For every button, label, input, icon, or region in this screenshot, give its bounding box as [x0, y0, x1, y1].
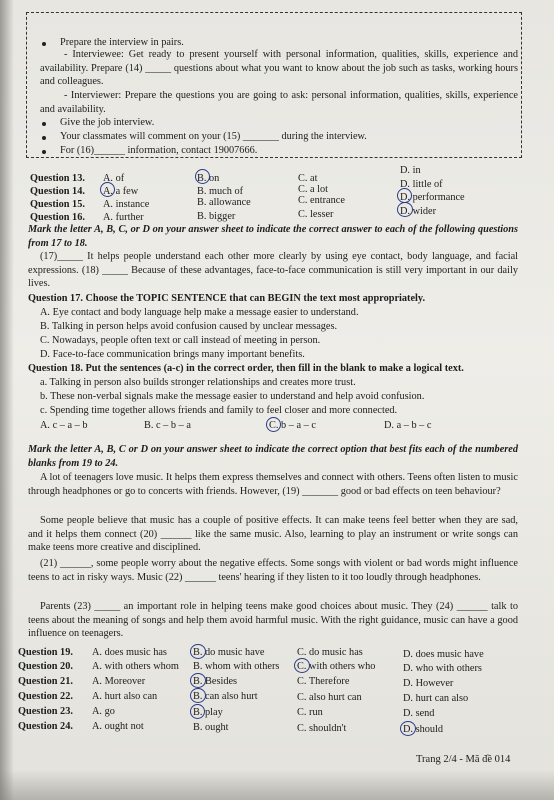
option-b: B. Talking in person helps avoid confusion caused by unclear messages. — [40, 321, 338, 332]
option-a: A. ought not — [92, 721, 144, 732]
option-c: C. do music has — [297, 647, 363, 658]
question-label: Question 23. — [18, 706, 73, 717]
option-c: C. Nowadays, people often text or call instead of meeting in person. — [40, 335, 321, 346]
option-b: B. much of — [197, 186, 244, 197]
question-label: Question 24. — [18, 721, 73, 732]
option-c: C. entrance — [298, 195, 345, 206]
option-b: B. allowance — [197, 197, 251, 208]
answer-mark — [190, 704, 205, 719]
question-label: Question 22. — [18, 691, 73, 702]
passage-text: (17)_____ It helps people understand each other more clearly by using eye contact, body language, and facial expressions. (18) _____ Because of these advantages, face-to-face communication is still very important in our daily lives. — [28, 251, 518, 290]
option-d: D. who with others — [403, 663, 482, 674]
option-c: C. b – a – c — [269, 420, 316, 431]
answer-mark — [266, 417, 281, 432]
bullet-icon — [42, 150, 46, 154]
answer-mark — [294, 658, 310, 673]
option-a: A. of — [103, 173, 125, 184]
option-c: C. with others who — [297, 661, 376, 672]
answer-mark — [100, 182, 115, 197]
option-a: A. go — [92, 706, 115, 717]
bullet-text: For (16)______ information, contact 19007666. — [60, 145, 258, 156]
question-stem: Question 17. Choose the TOPIC SENTENCE that can BEGIN the text most appropriately. — [28, 293, 426, 304]
answer-mark — [190, 688, 206, 703]
option-b: B. do music have — [193, 647, 265, 658]
bullet-text: Your classmates will comment on your (15) _______ during the interview. — [60, 131, 367, 142]
page-shadow-bottom — [0, 770, 554, 800]
option-a: A. further — [103, 212, 144, 223]
option-b: B. c – b – a — [144, 420, 191, 431]
passage-paragraph: A lot of teenagers love music. It helps them express themselves and connect with others. Teens often listen to music through headphones or go to concerts with friends. However, (19) _______ good or bad effects on teen behaviour? — [28, 472, 518, 497]
page-shadow-left — [0, 0, 14, 800]
answer-mark — [190, 673, 206, 688]
section-instruction: Mark the letter A, B, C or D on your answer sheet to indicate the correct option that best fits each of the numbered blanks from 19 to 24. — [28, 444, 518, 469]
option-c: C. lesser — [298, 209, 334, 220]
option-c: C. also hurt can — [297, 692, 362, 703]
section-instruction: Mark the letter A, B, C, or D on your answer sheet to indicate the correct answer to each of the following questions from 17 to 18. — [28, 224, 518, 249]
answer-mark — [400, 721, 416, 736]
option-a: A. c – a – b — [40, 420, 88, 431]
answer-mark — [195, 169, 210, 184]
passage-paragraph: Some people believe that music has a couple of positive effects. It can make teens feel better when they are sad, and it helps them connect (20) ______ like the same music. Also, learning to play an instrument or write songs can make teens more creative and disciplined. — [28, 515, 518, 554]
option-b: B. play — [193, 707, 223, 718]
option-c: C. shouldn't — [297, 723, 347, 734]
sentence-c: c. Spending time together allows friends and family to feel closer and more connected. — [40, 405, 398, 416]
option-d: D. a – b – c — [384, 420, 432, 431]
bullet-icon — [42, 42, 46, 46]
option-c: C. Therefore — [297, 676, 350, 687]
question-label: Question 15. — [30, 199, 85, 210]
option-b: B. on — [197, 173, 220, 184]
option-b: B. bigger — [197, 211, 236, 222]
bullet-text: Give the job interview. — [60, 117, 155, 128]
sentence-b: b. These non-verbal signals make the message easier to understand and help avoid confusion. — [40, 391, 425, 402]
option-d: D. little of — [400, 179, 443, 190]
option-b: B. can also hurt — [193, 691, 258, 702]
question-label: Question 13. — [30, 173, 85, 184]
option-d: D. However — [403, 678, 454, 689]
option-d: D. hurt can also — [403, 693, 469, 704]
option-b: B. Besides — [193, 676, 238, 687]
option-a: A. instance — [103, 199, 150, 210]
answer-mark — [397, 188, 412, 203]
option-a: A. a few — [103, 186, 139, 197]
option-a: A. does music has — [92, 647, 167, 658]
option-d: D. Face-to-face communication brings many important benefits. — [40, 349, 305, 360]
answer-mark — [190, 644, 206, 659]
option-d: D. in — [400, 165, 421, 176]
option-d: D. wider — [400, 206, 437, 217]
passage-paragraph: Parents (23) _____ an important role in helping teens make good choices about music. They (24) ______ talk to teens about the meaning of songs and help them avoid harmful music. With the right guidance, music can have a good influence on teenagers. — [28, 601, 518, 640]
option-c: C. a lot — [298, 184, 329, 195]
bullet-icon — [42, 136, 46, 140]
interviewer-paragraph: - Interviewer: Prepare the questions you are going to ask: personal information, qualities, skills, experience and availability. — [40, 90, 518, 115]
question-label: Question 19. — [18, 647, 73, 658]
bullet-text: Prepare the interview in pairs. — [60, 37, 184, 48]
question-stem: Question 18. Put the sentences (a-c) in the correct order, then fill in the blank to make a logical text. — [28, 363, 464, 374]
question-label: Question 14. — [30, 186, 85, 197]
question-label: Question 20. — [18, 661, 73, 672]
option-a: A. Moreover — [92, 676, 146, 687]
question-label: Question 16. — [30, 212, 85, 223]
option-b: B. ought — [193, 722, 229, 733]
option-d: D. should — [403, 724, 444, 735]
option-c: C. at — [298, 173, 318, 184]
option-a: A. hurt also can — [92, 691, 158, 702]
page-number: Trang 2/4 - Mã đề 014 — [416, 754, 511, 765]
option-a: A. with others whom — [92, 661, 179, 672]
option-d: D. does music have — [403, 649, 484, 660]
interviewee-paragraph: - Interviewee: Get ready to present yourself with personal information, qualities, skills, experience and availability. Prepare (14) _____ questions about what you want to know about the job such as tasks, working hours and colleagues. — [40, 49, 518, 88]
passage-paragraph: (21) ______, some people worry about the negative effects. Some songs with violent or bad words might influence teens to act in risky ways. Music (22) ______ teens' hearing if they listen to it too loudly through headphones. — [28, 558, 518, 583]
question-label: Question 21. — [18, 676, 73, 687]
bullet-icon — [42, 122, 46, 126]
option-a: A. Eye contact and body language help make a message easier to understand. — [40, 307, 359, 318]
answer-mark — [397, 202, 413, 217]
sentence-a: a. Talking in person also builds stronger relationships and creates more trust. — [40, 377, 356, 388]
option-c: C. run — [297, 707, 323, 718]
option-d: D. send — [403, 708, 435, 719]
option-d: D. performance — [400, 192, 465, 203]
option-b: B. whom with others — [193, 661, 280, 672]
